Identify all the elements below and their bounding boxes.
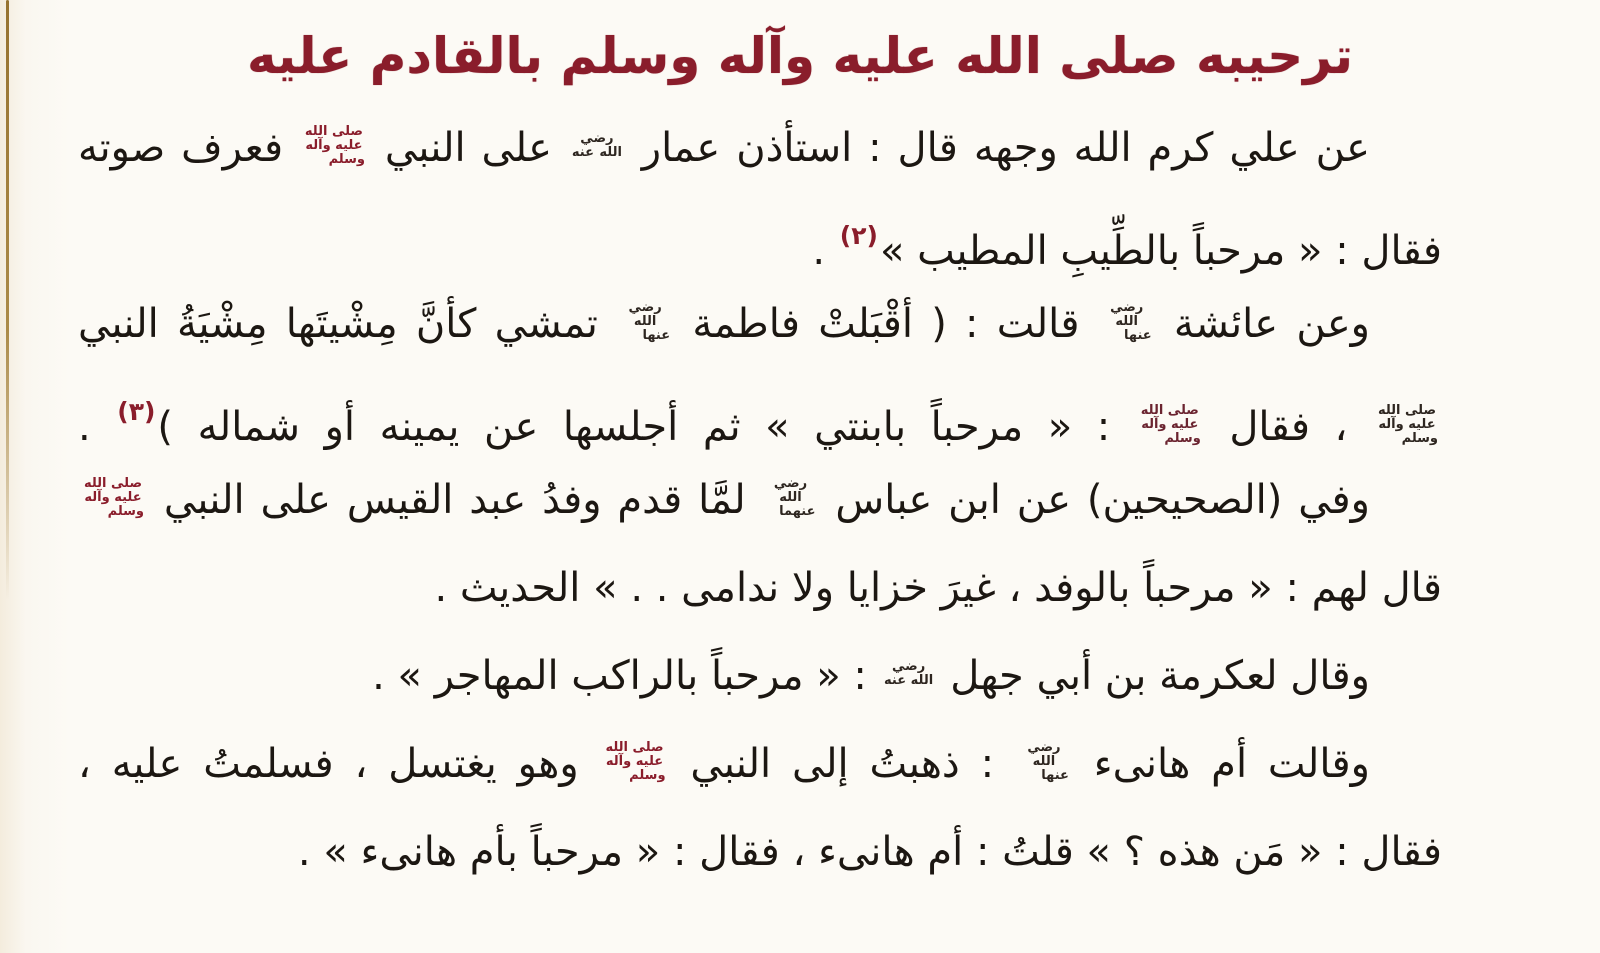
text-run: قال لهم : « مرحباً بالوفد ، غيرَ خزايا ولا ندامى . . » الحديث . bbox=[434, 565, 1442, 611]
text-run: وفي (الصحيحين) عن ابن عباس bbox=[819, 477, 1370, 523]
salawat-calligraphy-stamp: صلى الله عليه وآله وسلم bbox=[605, 739, 666, 784]
radiallahu-calligraphy-stamp: رضي الله عنه bbox=[884, 658, 934, 688]
text-run: وعن عائشة bbox=[1155, 301, 1371, 347]
text-run: قالت : ( أقْبَلتْ فاطمة bbox=[674, 301, 1098, 347]
text-run: لمَّا قدم وفدُ عبد القيس على النبي bbox=[148, 477, 762, 523]
text-line bbox=[78, 456, 1442, 544]
radiallahu-calligraphy-stamp: رضي الله عنهما bbox=[773, 475, 816, 520]
footnote-marker: (٢) bbox=[839, 221, 878, 250]
page-title: ترحيبه صلى الله عليه وآله وسلم بالقادم عليه bbox=[246, 27, 1354, 85]
text-run: . bbox=[812, 228, 838, 274]
text-line bbox=[78, 544, 1442, 632]
text-run: وقال لعكرمة بن أبي جهل bbox=[937, 653, 1370, 699]
radiallahu-calligraphy-stamp: رضي الله عنه bbox=[571, 130, 622, 160]
text-line bbox=[78, 280, 1442, 368]
salawat-calligraphy-stamp: صلى الله عليه وآله وسلم bbox=[1140, 402, 1201, 447]
salawat-calligraphy-stamp: صلى الله عليه وآله وسلم bbox=[83, 475, 144, 520]
text-line bbox=[78, 632, 1442, 720]
text-body bbox=[0, 104, 1600, 896]
text-run: فقال : « مرحباً بالطِّيبِ المطيب » bbox=[879, 228, 1442, 274]
text-run: : ذهبتُ إلى النبي bbox=[669, 741, 1015, 787]
text-run: ، فقال bbox=[1204, 404, 1372, 450]
text-line bbox=[78, 368, 1442, 456]
text-run: وهو يغتسل ، فسلمتُ عليه ، bbox=[78, 741, 600, 787]
text-run: تمشي كأنَّ مِشْيتَها مِشْيَةُ النبي bbox=[78, 301, 617, 347]
text-run: . bbox=[78, 404, 116, 450]
radiallahu-calligraphy-stamp: رضي الله عنها bbox=[628, 299, 671, 344]
text-line bbox=[78, 720, 1442, 808]
text-line bbox=[78, 808, 1442, 896]
text-run: على النبي bbox=[368, 125, 568, 171]
footnote-marker: (٣) bbox=[117, 397, 156, 426]
page-edge-line bbox=[6, 0, 9, 600]
text-run: : « مرحباً بالراكب المهاجر » . bbox=[372, 653, 880, 699]
text-line bbox=[78, 192, 1442, 280]
text-run: وقالت أم هانىء bbox=[1072, 741, 1370, 787]
radiallahu-calligraphy-stamp: رضي الله عنها bbox=[1110, 299, 1152, 344]
salawat-calligraphy-stamp: صلى الله عليه وآله وسلم bbox=[304, 123, 365, 168]
radiallahu-calligraphy-stamp: رضي الله عنها bbox=[1027, 739, 1069, 784]
salawat-calligraphy-stamp: صلى الله عليه وآله وسلم bbox=[1377, 402, 1438, 447]
text-line bbox=[78, 104, 1442, 192]
text-run: فقال : « مَن هذه ؟ » قلتُ : أم هانىء ، فقال : « مرحباً بأم هانىء » . bbox=[297, 829, 1442, 875]
text-run: فعرف صوته bbox=[78, 125, 299, 171]
text-run: عن علي كرم الله وجهه قال : استأذن عمار bbox=[625, 125, 1370, 171]
text-run: : « مرحباً بابنتي » ثم أجلسها عن يمينه أو شماله ) bbox=[157, 404, 1135, 450]
